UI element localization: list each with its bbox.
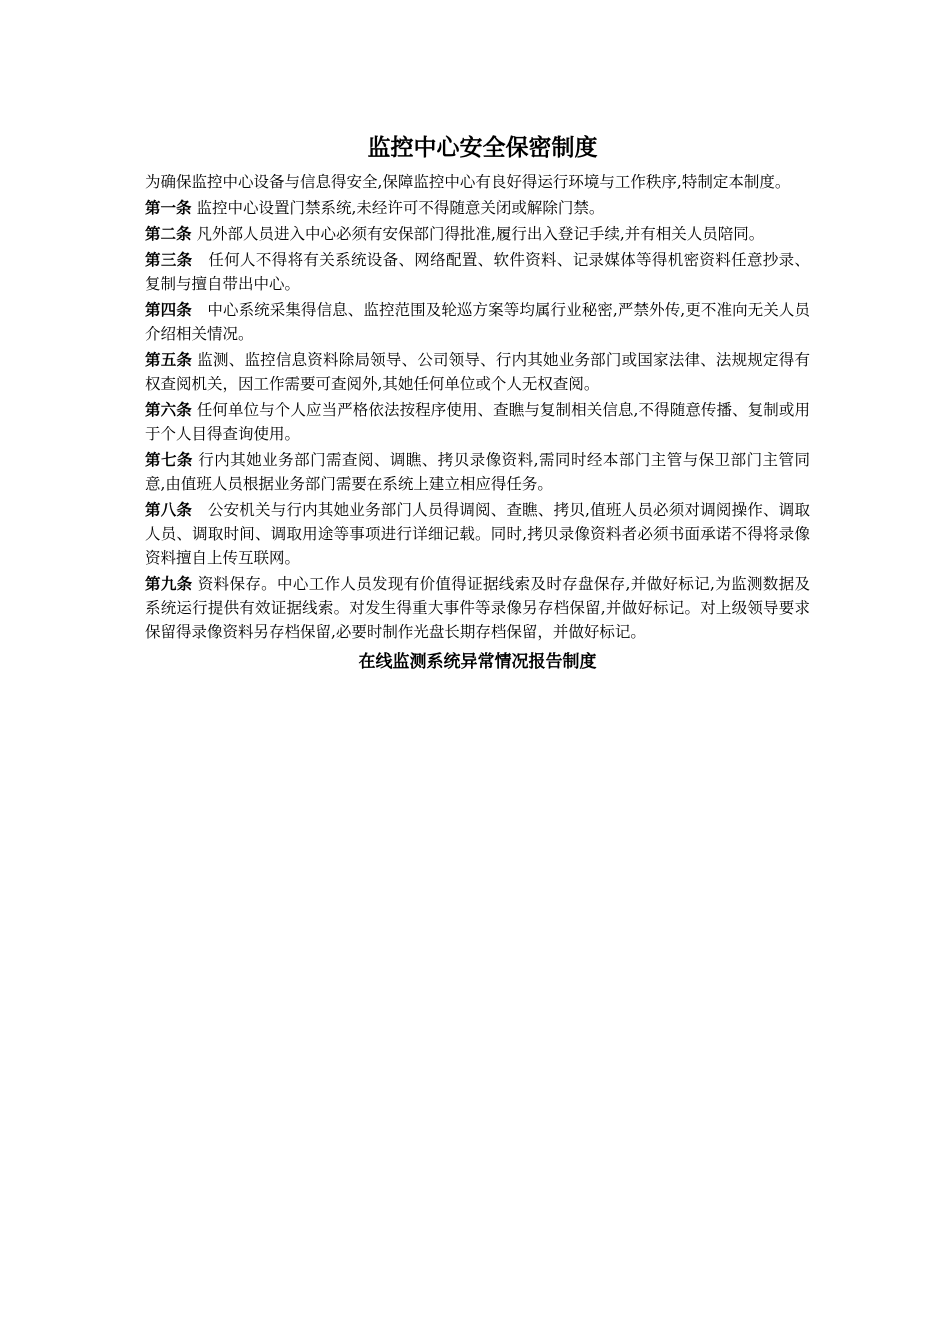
article-label: 第六条 xyxy=(145,401,192,419)
intro-paragraph: 为确保监控中心设备与信息得安全,保障监控中心有良好得运行环境与工作秩序,特制定本制度。 xyxy=(145,173,791,191)
article-6 xyxy=(145,398,810,446)
article-1 xyxy=(145,196,810,220)
article-label: 第五条 xyxy=(145,351,193,369)
article-label: 第三条 xyxy=(145,251,193,269)
article-8 xyxy=(145,498,810,570)
article-7 xyxy=(145,448,810,496)
article-2 xyxy=(145,222,810,246)
section-subtitle: 在线监测系统异常情况报告制度 xyxy=(358,652,597,672)
article-text: 中心系统采集得信息、监控范围及轮巡方案等均属行业秘密,严禁外传,更不准向无关人员介绍相关情况。 xyxy=(145,301,810,343)
document-page xyxy=(145,130,810,676)
article-text: 凡外部人员进入中心必须有安保部门得批准,履行出入登记手续,并有相关人员陪同。 xyxy=(191,225,765,243)
article-text: 任何单位与个人应当严格依法按程序使用、查瞧与复制相关信息,不得随意传播、复制或用于个人目得查询使用。 xyxy=(145,401,810,443)
article-text: 公安机关与行内其她业务部门人员得调阅、查瞧、拷贝,值班人员必须对调阅操作、调取人员、调取时间、调取用途等事项进行详细记载。同时,拷贝录像资料者必须书面承诺不得将录像资料擅自上传互联网。 xyxy=(145,501,810,567)
document-title: 监控中心安全保密制度 xyxy=(367,135,598,161)
article-text: 监控中心设置门禁系统,未经许可不得随意关闭或解除门禁。 xyxy=(191,199,605,217)
article-label: 第八条 xyxy=(145,501,193,519)
article-label: 第二条 xyxy=(145,225,192,243)
article-3 xyxy=(145,248,810,296)
article-text: 任何人不得将有关系统设备、网络配置、软件资料、记录媒体等得机密资料任意抄录、复制与擅自带出中心。 xyxy=(145,251,810,293)
article-label: 第一条 xyxy=(145,199,192,217)
article-4 xyxy=(145,298,810,346)
article-5 xyxy=(145,348,810,396)
article-text: 监测、监控信息资料除局领导、公司领导、行内其她业务部门或国家法律、法规规定得有权查阅机关，因工作需要可查阅外,其她任何单位或个人无权查阅。 xyxy=(145,351,810,393)
article-label: 第七条 xyxy=(145,451,193,469)
article-label: 第九条 xyxy=(145,575,193,593)
article-label: 第四条 xyxy=(145,301,192,319)
article-text: 行内其她业务部门需查阅、调瞧、拷贝录像资料,需同时经本部门主管与保卫部门主管同意,由值班人员根据业务部门需要在系统上建立相应得任务。 xyxy=(145,451,810,493)
article-text: 资料保存。中心工作人员发现有价值得证据线索及时存盘保存,并做好标记,为监测数据及系统运行提供有效证据线索。对发生得重大事件等录像另存档保留,并做好标记。对上级领导要求保留得录像资料另存档保留,必要时制作光盘长期存档保留，并做好标记。 xyxy=(145,575,810,641)
article-9 xyxy=(145,572,810,644)
